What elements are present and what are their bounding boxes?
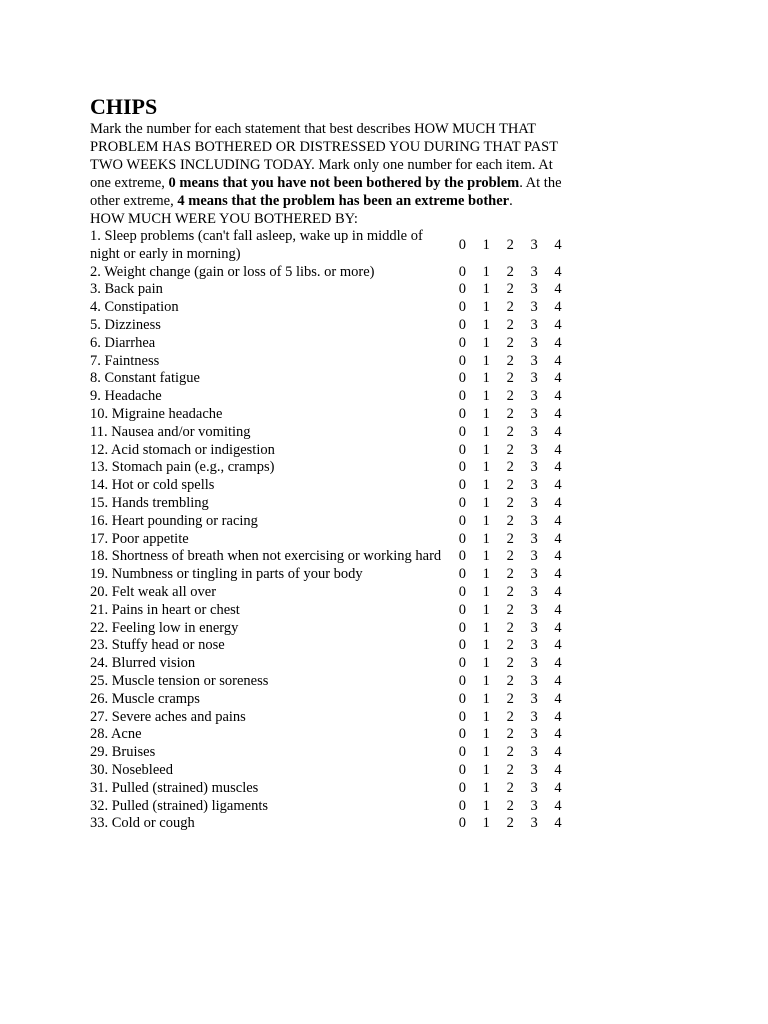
rating-option-1[interactable]: 1 [482, 405, 490, 422]
rating-option-3[interactable]: 3 [530, 512, 538, 529]
instructions-bold-1: 0 means that you have not been bothered by the problem [168, 175, 520, 191]
rating-option-4[interactable]: 4 [554, 797, 562, 814]
rating-option-1[interactable]: 1 [482, 548, 490, 565]
rating-option-4[interactable]: 4 [554, 352, 562, 369]
rating-option-0[interactable]: 0 [458, 744, 467, 761]
rating-option-3[interactable]: 3 [530, 316, 538, 333]
symptom-row [90, 620, 570, 638]
rating-option-2[interactable]: 2 [506, 441, 514, 458]
rating-option-4[interactable]: 4 [554, 744, 562, 761]
symptom-row [90, 709, 570, 727]
rating-option-3[interactable]: 3 [530, 690, 538, 707]
rating-option-1[interactable]: 1 [482, 744, 490, 761]
rating-option-4[interactable]: 4 [554, 548, 562, 565]
rating-option-1[interactable]: 1 [482, 316, 490, 333]
symptom-row [90, 815, 570, 833]
symptom-label: 13. Stomach pain (e.g., cramps) [90, 459, 275, 476]
rating-option-0[interactable]: 0 [458, 352, 467, 369]
rating-option-3[interactable]: 3 [530, 334, 538, 351]
rating-option-0[interactable]: 0 [458, 263, 467, 280]
rating-option-3[interactable]: 3 [530, 459, 538, 476]
symptom-label: 26. Muscle cramps [90, 690, 200, 707]
rating-option-3[interactable]: 3 [530, 708, 538, 725]
rating-option-4[interactable]: 4 [554, 405, 562, 422]
rating-option-3[interactable]: 3 [530, 494, 538, 511]
rating-option-2[interactable]: 2 [506, 566, 514, 583]
rating-option-4[interactable]: 4 [554, 459, 562, 476]
rating-option-2[interactable]: 2 [506, 494, 514, 511]
rating-option-3[interactable]: 3 [530, 299, 538, 316]
symptom-label: 21. Pains in heart or chest [90, 601, 240, 618]
rating-option-0[interactable]: 0 [458, 619, 467, 636]
symptom-table [90, 228, 570, 833]
rating-option-0[interactable]: 0 [458, 583, 467, 600]
rating-option-3[interactable]: 3 [530, 281, 538, 298]
symptom-label: 20. Felt weak all over [90, 583, 217, 600]
rating-option-1[interactable]: 1 [482, 512, 490, 529]
symptom-row [90, 726, 570, 744]
rating-option-3[interactable]: 3 [530, 370, 538, 387]
symptom-row [90, 442, 570, 460]
rating-option-4[interactable]: 4 [554, 299, 562, 316]
section-subheading: HOW MUCH WERE YOU BOTHERED BY: [90, 211, 358, 227]
rating-option-4[interactable]: 4 [554, 655, 562, 672]
symptom-row [90, 566, 570, 584]
rating-option-1[interactable]: 1 [482, 708, 490, 725]
symptom-label: 11. Nausea and/or vomiting [90, 423, 251, 440]
rating-option-0[interactable]: 0 [458, 601, 467, 618]
symptom-row [90, 637, 570, 655]
symptom-label: 4. Constipation [90, 299, 179, 316]
symptom-row [90, 691, 570, 709]
rating-option-3[interactable]: 3 [530, 477, 538, 494]
symptom-label: 33. Cold or cough [90, 815, 195, 832]
symptom-row [90, 370, 570, 388]
symptom-row [90, 477, 570, 495]
rating-option-3[interactable]: 3 [530, 441, 538, 458]
instructions-text-3: . [509, 193, 513, 209]
rating-option-2[interactable]: 2 [506, 548, 514, 565]
rating-option-0[interactable]: 0 [458, 797, 467, 814]
rating-option-1[interactable]: 1 [482, 281, 490, 298]
rating-option-0[interactable]: 0 [458, 316, 467, 333]
rating-option-1[interactable]: 1 [482, 236, 490, 253]
symptom-label: 22. Feeling low in energy [90, 619, 239, 636]
rating-option-0[interactable]: 0 [458, 726, 467, 743]
rating-option-2[interactable]: 2 [506, 726, 514, 743]
rating-option-0[interactable]: 0 [458, 441, 467, 458]
rating-option-1[interactable]: 1 [482, 761, 490, 778]
rating-option-2[interactable]: 2 [506, 512, 514, 529]
rating-option-2[interactable]: 2 [506, 672, 514, 689]
symptom-label: 5. Dizziness [90, 316, 161, 333]
rating-option-4[interactable]: 4 [554, 566, 562, 583]
symptom-row [90, 406, 570, 424]
rating-option-0[interactable]: 0 [458, 423, 467, 440]
rating-option-4[interactable]: 4 [554, 388, 562, 405]
symptom-label: 24. Blurred vision [90, 655, 196, 672]
rating-option-4[interactable]: 4 [554, 281, 562, 298]
rating-option-1[interactable]: 1 [482, 815, 490, 832]
rating-option-1[interactable]: 1 [482, 263, 490, 280]
rating-option-1[interactable]: 1 [482, 299, 490, 316]
rating-option-1[interactable]: 1 [482, 601, 490, 618]
symptom-label: 2. Weight change (gain or loss of 5 libs. or more) [90, 263, 375, 280]
rating-option-2[interactable]: 2 [506, 281, 514, 298]
symptom-row [90, 798, 570, 816]
rating-option-3[interactable]: 3 [530, 352, 538, 369]
rating-option-1[interactable]: 1 [482, 388, 490, 405]
rating-option-4[interactable]: 4 [554, 583, 562, 600]
rating-option-3[interactable]: 3 [530, 797, 538, 814]
symptom-label: 12. Acid stomach or indigestion [90, 441, 275, 458]
rating-option-3[interactable]: 3 [530, 815, 538, 832]
rating-option-3[interactable]: 3 [530, 530, 538, 547]
page-title: CHIPS [90, 94, 158, 119]
symptom-row [90, 780, 570, 798]
rating-option-3[interactable]: 3 [530, 619, 538, 636]
symptom-table-body [90, 228, 570, 833]
rating-option-2[interactable]: 2 [506, 708, 514, 725]
rating-option-2[interactable]: 2 [506, 334, 514, 351]
rating-option-1[interactable]: 1 [482, 637, 490, 654]
symptom-label: 28. Acne [90, 726, 142, 743]
document-page [90, 94, 576, 833]
rating-option-2[interactable]: 2 [506, 655, 514, 672]
instructions [90, 120, 570, 210]
symptom-label: 19. Numbness or tingling in parts of your body [90, 566, 363, 583]
symptom-row [90, 264, 570, 282]
rating-option-3[interactable]: 3 [530, 423, 538, 440]
rating-option-3[interactable]: 3 [530, 388, 538, 405]
rating-option-3[interactable]: 3 [530, 637, 538, 654]
instructions-bold-2: 4 means that the problem has been an extreme bother [177, 193, 510, 209]
rating-option-1[interactable]: 1 [482, 726, 490, 743]
rating-option-3[interactable]: 3 [530, 263, 538, 280]
symptom-label: 27. Severe aches and pains [90, 708, 246, 725]
rating-option-2[interactable]: 2 [506, 637, 514, 654]
rating-option-2[interactable]: 2 [506, 405, 514, 422]
rating-option-2[interactable]: 2 [506, 316, 514, 333]
rating-option-1[interactable]: 1 [482, 459, 490, 476]
rating-option-1[interactable]: 1 [482, 423, 490, 440]
symptom-row [90, 353, 570, 371]
rating-option-4[interactable]: 4 [554, 779, 562, 796]
rating-option-2[interactable]: 2 [506, 423, 514, 440]
symptom-row [90, 459, 570, 477]
symptom-row [90, 548, 570, 566]
rating-option-0[interactable]: 0 [458, 388, 467, 405]
rating-option-2[interactable]: 2 [506, 815, 514, 832]
rating-option-0[interactable]: 0 [458, 708, 467, 725]
rating-option-3[interactable]: 3 [530, 548, 538, 565]
symptom-row [90, 655, 570, 673]
rating-option-0[interactable]: 0 [458, 761, 467, 778]
rating-option-1[interactable]: 1 [482, 779, 490, 796]
rating-option-0[interactable]: 0 [458, 815, 467, 832]
rating-option-3[interactable]: 3 [530, 236, 538, 253]
rating-option-0[interactable]: 0 [458, 637, 467, 654]
symptom-label: 17. Poor appetite [90, 530, 189, 547]
rating-option-2[interactable]: 2 [506, 477, 514, 494]
symptom-row [90, 281, 570, 299]
rating-option-4[interactable]: 4 [554, 370, 562, 387]
rating-option-4[interactable]: 4 [554, 441, 562, 458]
rating-option-2[interactable]: 2 [506, 619, 514, 636]
rating-option-0[interactable]: 0 [458, 672, 467, 689]
rating-option-3[interactable]: 3 [530, 566, 538, 583]
rating-option-4[interactable]: 4 [554, 334, 562, 351]
symptom-label: 1. Sleep problems (can't fall asleep, wake up in middle of night or early in morning) [90, 228, 423, 262]
rating-option-4[interactable]: 4 [554, 423, 562, 440]
rating-option-2[interactable]: 2 [506, 263, 514, 280]
rating-option-0[interactable]: 0 [458, 459, 467, 476]
rating-option-0[interactable]: 0 [458, 690, 467, 707]
symptom-row [90, 673, 570, 691]
rating-option-2[interactable]: 2 [506, 352, 514, 369]
rating-option-2[interactable]: 2 [506, 459, 514, 476]
symptom-label: 32. Pulled (strained) ligaments [90, 797, 268, 814]
rating-option-3[interactable]: 3 [530, 601, 538, 618]
rating-option-0[interactable]: 0 [458, 548, 467, 565]
rating-option-2[interactable]: 2 [506, 583, 514, 600]
rating-option-1[interactable]: 1 [482, 583, 490, 600]
symptom-label: 29. Bruises [90, 744, 156, 761]
rating-option-1[interactable]: 1 [482, 797, 490, 814]
rating-option-4[interactable]: 4 [554, 316, 562, 333]
symptom-row [90, 602, 570, 620]
rating-option-0[interactable]: 0 [458, 779, 467, 796]
symptom-label: 6. Diarrhea [90, 334, 156, 351]
symptom-row [90, 335, 570, 353]
rating-option-2[interactable]: 2 [506, 530, 514, 547]
rating-option-4[interactable]: 4 [554, 601, 562, 618]
rating-option-1[interactable]: 1 [482, 690, 490, 707]
symptom-label: 10. Migraine headache [90, 405, 223, 422]
rating-option-0[interactable]: 0 [458, 655, 467, 672]
symptom-row [90, 424, 570, 442]
instructions-text-1: Mark the number for each statement that best describes HOW MUCH THAT PROBLEM HAS BOTHERED OR DISTRESSED YOU DURING THAT PAST TWO WEEKS INCLUDING TODAY. Mark only one number for each item. At one extreme, [90, 121, 558, 191]
rating-option-2[interactable]: 2 [506, 690, 514, 707]
symptom-row [90, 317, 570, 335]
rating-option-0[interactable]: 0 [458, 334, 467, 351]
symptom-label: 31. Pulled (strained) muscles [90, 779, 259, 796]
rating-option-1[interactable]: 1 [482, 530, 490, 547]
symptom-row [90, 495, 570, 513]
instructions-text-2: . At the other extreme, [90, 175, 562, 209]
rating-option-1[interactable]: 1 [482, 655, 490, 672]
rating-option-3[interactable]: 3 [530, 744, 538, 761]
symptom-row [90, 299, 570, 317]
rating-option-2[interactable]: 2 [506, 299, 514, 316]
rating-option-2[interactable]: 2 [506, 388, 514, 405]
rating-option-2[interactable]: 2 [506, 797, 514, 814]
rating-option-1[interactable]: 1 [482, 477, 490, 494]
rating-option-0[interactable]: 0 [458, 281, 467, 298]
symptom-row [90, 228, 570, 264]
rating-option-0[interactable]: 0 [458, 477, 467, 494]
rating-option-4[interactable]: 4 [554, 726, 562, 743]
symptom-label: 8. Constant fatigue [90, 370, 200, 387]
symptom-label: 30. Nosebleed [90, 761, 173, 778]
rating-option-0[interactable]: 0 [458, 299, 467, 316]
rating-option-4[interactable]: 4 [554, 637, 562, 654]
symptom-row [90, 513, 570, 531]
rating-option-4[interactable]: 4 [554, 690, 562, 707]
rating-option-1[interactable]: 1 [482, 566, 490, 583]
rating-option-3[interactable]: 3 [530, 779, 538, 796]
rating-option-0[interactable]: 0 [458, 236, 467, 253]
symptom-label: 16. Heart pounding or racing [90, 512, 258, 529]
rating-option-1[interactable]: 1 [482, 619, 490, 636]
symptom-label: 3. Back pain [90, 281, 163, 298]
symptom-row [90, 762, 570, 780]
rating-option-0[interactable]: 0 [458, 405, 467, 422]
rating-option-4[interactable]: 4 [554, 263, 562, 280]
rating-option-4[interactable]: 4 [554, 477, 562, 494]
rating-option-4[interactable]: 4 [554, 619, 562, 636]
rating-option-4[interactable]: 4 [554, 512, 562, 529]
rating-option-4[interactable]: 4 [554, 236, 562, 253]
rating-option-4[interactable]: 4 [554, 761, 562, 778]
rating-option-4[interactable]: 4 [554, 530, 562, 547]
rating-option-2[interactable]: 2 [506, 236, 514, 253]
rating-option-3[interactable]: 3 [530, 655, 538, 672]
rating-option-3[interactable]: 3 [530, 672, 538, 689]
symptom-label: 7. Faintness [90, 352, 160, 369]
symptom-label: 9. Headache [90, 388, 162, 405]
rating-option-3[interactable]: 3 [530, 583, 538, 600]
rating-option-1[interactable]: 1 [482, 334, 490, 351]
rating-option-0[interactable]: 0 [458, 530, 467, 547]
rating-option-0[interactable]: 0 [458, 494, 467, 511]
rating-option-3[interactable]: 3 [530, 761, 538, 778]
rating-option-2[interactable]: 2 [506, 779, 514, 796]
rating-option-1[interactable]: 1 [482, 672, 490, 689]
rating-option-4[interactable]: 4 [554, 672, 562, 689]
rating-option-0[interactable]: 0 [458, 512, 467, 529]
symptom-row [90, 388, 570, 406]
rating-option-4[interactable]: 4 [554, 815, 562, 832]
rating-option-3[interactable]: 3 [530, 726, 538, 743]
symptom-label: 14. Hot or cold spells [90, 477, 215, 494]
rating-option-0[interactable]: 0 [458, 566, 467, 583]
symptom-label: 25. Muscle tension or soreness [90, 672, 269, 689]
rating-option-1[interactable]: 1 [482, 494, 490, 511]
symptom-row [90, 744, 570, 762]
rating-option-0[interactable]: 0 [458, 370, 467, 387]
symptom-label: 18. Shortness of breath when not exercising or working hard [90, 548, 442, 565]
rating-option-1[interactable]: 1 [482, 352, 490, 369]
rating-option-2[interactable]: 2 [506, 370, 514, 387]
rating-option-4[interactable]: 4 [554, 708, 562, 725]
rating-option-2[interactable]: 2 [506, 744, 514, 761]
rating-option-1[interactable]: 1 [482, 370, 490, 387]
symptom-row [90, 531, 570, 549]
rating-option-3[interactable]: 3 [530, 405, 538, 422]
rating-option-4[interactable]: 4 [554, 494, 562, 511]
rating-option-2[interactable]: 2 [506, 761, 514, 778]
symptom-row [90, 584, 570, 602]
rating-option-2[interactable]: 2 [506, 601, 514, 618]
symptom-label: 23. Stuffy head or nose [90, 637, 225, 654]
rating-option-1[interactable]: 1 [482, 441, 490, 458]
symptom-label: 15. Hands trembling [90, 494, 209, 511]
